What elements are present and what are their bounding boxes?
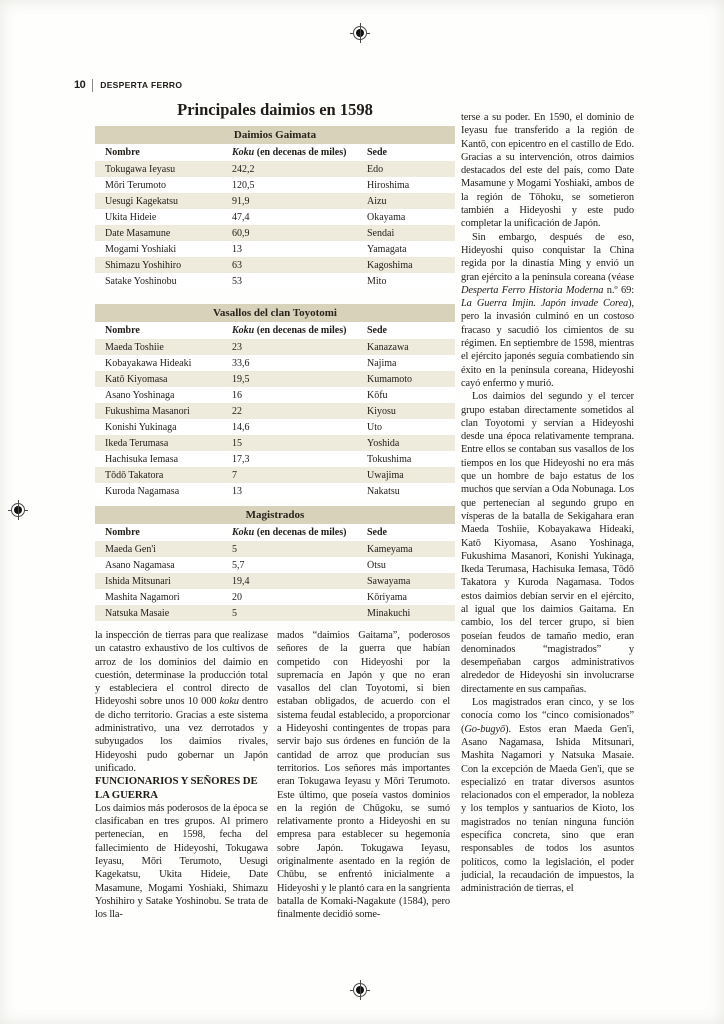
table-row: [95, 177, 455, 193]
cell-sede: Kagoshima: [367, 259, 413, 271]
table-row: [95, 557, 455, 573]
cell-koku: 63: [232, 259, 242, 271]
paragraph: Sin embargo, después de eso, Hideyoshi quiso conquistar la China regida por la dinastía Ming y envió un gran ejército a la península coreana (véase Desperta Ferro Historia Moderna n.º 69: La Guerra Imjin. Japón invade Corea), pero la invasión culminó en un costoso fracaso y sacudió los cimientos de su régimen. En septiembre de 1598, mientras el ejército japonés seguía combatiendo sin éxito en la península coreana, Hideyoshi cayó enfermo y murió.: [461, 231, 634, 389]
table-row: [95, 273, 455, 289]
table-body: [95, 339, 455, 499]
column-header-koku: Koku (en decenas de miles): [232, 147, 347, 158]
table-row: [95, 483, 455, 499]
table-row: [95, 467, 455, 483]
table-row: [95, 209, 455, 225]
cell-koku: 120,5: [232, 179, 255, 191]
cell-sede: Sawayama: [367, 575, 411, 587]
cell-nombre: Asano Yoshinaga: [105, 389, 175, 401]
table-daimios-gaimata: [95, 126, 455, 289]
table-magistrados: [95, 506, 455, 621]
cell-nombre: Uesugi Kagekatsu: [105, 195, 179, 207]
cell-sede: Edo: [367, 163, 384, 175]
table-row: [95, 355, 455, 371]
cell-koku: 19,4: [232, 575, 250, 587]
cell-nombre: Kobayakawa Hideaki: [105, 357, 192, 369]
table-row: [95, 541, 455, 557]
registration-mark-icon: [8, 500, 28, 520]
cell-sede: Kanazawa: [367, 341, 409, 353]
table-header-row: [95, 322, 455, 339]
table-row: [95, 387, 455, 403]
table-row: [95, 451, 455, 467]
cell-koku: 22: [232, 405, 242, 417]
table-body: [95, 161, 455, 289]
cell-sede: Mito: [367, 275, 387, 287]
cell-nombre: Natsuka Masaie: [105, 607, 170, 619]
table-row: [95, 371, 455, 387]
cell-sede: Najima: [367, 357, 397, 369]
article-column-left: [95, 629, 268, 919]
page-header: [74, 78, 182, 92]
cell-nombre: Fukushima Masanori: [105, 405, 190, 417]
table-title: Daimios Gaimata: [95, 126, 455, 144]
cell-koku: 5,7: [232, 559, 245, 571]
cell-sede: Kiyosu: [367, 405, 396, 417]
cell-nombre: Ishida Mitsunari: [105, 575, 171, 587]
page-title: Principales daimios en 1598: [177, 100, 373, 119]
cell-nombre: Ikeda Terumasa: [105, 437, 169, 449]
cell-koku: 17,3: [232, 453, 250, 465]
cell-koku: 47,4: [232, 211, 250, 223]
paragraph: Los daimios del segundo y el tercer grupo estaban directamente sometidos al clan Toyotomi y servían a Hideyoshi desde una época relativamente temprana. Entre ellos se contaban sus vasallos de los tiempos en los que Hideyoshi no era más que un hombre de bajo estatus de los muchos que servían a Oda Nobunaga. Los que pertenecían al segundo grupo en vísperas de la batalla de Sekigahara eran Maeda Toshiie, Kobayakawa Hideaki, Katō Kiyomasa, Asano Yoshinaga, Fukushima Masanori, Konishi Yukinaga, Ikeda Terumasa, Hachisuka Iemasa, Tōdō Takatora y Kuroda Nagamasa. Todos estos daimios debían servir en el ejército, al igual que los daimios Gaitama. En cambio, los del tercer grupo, si bien poseían feudos de tamaño medio, eran denominados “magistrados” y desempeñaban cargos administrativos alrededor de Hideyoshi sin involucrarse directamente en sus campañas.: [461, 391, 634, 695]
cell-koku: 7: [232, 469, 237, 481]
cell-nombre: Maeda Toshiie: [105, 341, 164, 353]
cell-koku: 53: [232, 275, 242, 287]
table-row: [95, 241, 455, 257]
cell-nombre: Mogami Yoshiaki: [105, 243, 177, 255]
cell-nombre: Hachisuka Iemasa: [105, 453, 179, 465]
table-row: [95, 605, 455, 621]
cell-sede: Tokushima: [367, 453, 412, 465]
table-row: [95, 225, 455, 241]
cell-koku: 13: [232, 243, 242, 255]
table-header-row: [95, 144, 455, 161]
table-row: [95, 161, 455, 177]
cell-nombre: Katō Kiyomasa: [105, 373, 168, 385]
cell-nombre: Konishi Yukinaga: [105, 421, 177, 433]
table-row: [95, 435, 455, 451]
cell-sede: Yamagata: [367, 243, 407, 255]
cell-koku: 23: [232, 341, 242, 353]
article-column-right: [461, 111, 634, 971]
cell-nombre: Mōri Terumoto: [105, 179, 167, 191]
cell-nombre: Mashita Nagamori: [105, 591, 180, 603]
column-header-koku: Koku (en decenas de miles): [232, 325, 347, 336]
cell-koku: 5: [232, 543, 237, 555]
table-vasallos-toyotomi: [95, 304, 455, 499]
cell-nombre: Satake Yoshinobu: [105, 275, 177, 287]
section-heading: FUNCIONARIOS Y SEÑORES DE LA GUERRA: [95, 775, 258, 801]
cell-koku: 14,6: [232, 421, 250, 433]
cell-sede: Sendai: [367, 227, 395, 239]
registration-mark-icon: [350, 980, 370, 1000]
column-header-nombre: Nombre: [105, 527, 140, 538]
cell-sede: Kōfu: [367, 389, 388, 401]
magazine-title: DESPERTA FERRO: [100, 80, 183, 90]
table-row: [95, 419, 455, 435]
cell-sede: Hiroshima: [367, 179, 410, 191]
cell-nombre: Kuroda Nagamasa: [105, 485, 180, 497]
cell-sede: Uwajima: [367, 469, 404, 481]
table-row: [95, 193, 455, 209]
cell-sede: Kōriyama: [367, 591, 407, 603]
cell-koku: 15: [232, 437, 242, 449]
table-body: [95, 541, 455, 621]
header-divider: [92, 79, 93, 92]
column-header-sede: Sede: [367, 325, 387, 336]
cell-sede: Aizu: [367, 195, 387, 207]
cell-koku: 20: [232, 591, 242, 603]
table-row: [95, 339, 455, 355]
article-column-middle: [277, 629, 450, 919]
cell-sede: Okayama: [367, 211, 406, 223]
page-number: 10: [74, 79, 86, 91]
paragraph: mados “daimios Gaitama”, poderosos señores de la guerra que habían competido con Hideyoshi por la supremacía en Japón y que no eran vasallos del clan Toyotomi, si bien estaban obligados, de acuerdo con el sistema feudal establecido, a proporcionar a Hideyoshi contingentes de tropas para servir bajo sus órdenes en función de la cantidad de arroz que producían sus territorios. Los señores más importantes eran Tokugawa Ieyasu y Mōri Terumoto. Este último, que poseía vastos dominios en la región de Chūgoku, se sumó relativamente pronto a Hideyoshi en su empresa para establecer su hegemonía sobre Japón. Tokugawa Ieyasu, originalmente asentado en la región de Chūbu, se enfrentó inicialmente a Hideyoshi y le plantó cara en la sangrienta batalla de Komaki-Nagakute (1584), pero finalmente decidió some-: [277, 630, 450, 921]
cell-sede: Kameyama: [367, 543, 413, 555]
cell-sede: Uto: [367, 421, 382, 433]
column-header-sede: Sede: [367, 527, 387, 538]
cell-nombre: Date Masamune: [105, 227, 171, 239]
table-row: [95, 257, 455, 273]
paragraph: terse a su poder. En 1590, el dominio de Ieyasu fue transferido a la región de Kantō, con epicentro en el castillo de Edo. Gracias a su intervención, otros daimios destacados del este del país, como Date Masamune y Mogami Yoshiaki, ambos de la región de Tōhoku, se sometieron también a Hideyoshi y este pudo completar la unificación de Japón.: [461, 112, 634, 230]
table-title: Vasallos del clan Toyotomi: [95, 304, 455, 322]
cell-koku: 60,9: [232, 227, 250, 239]
column-header-sede: Sede: [367, 147, 387, 158]
cell-sede: Kumamoto: [367, 373, 412, 385]
paragraph: Los daimios más poderosos de la época se clasificaban en tres grupos. Al primero pertenecían, en 1598, fecha del fallecimiento de Hideyoshi, Tokugawa Ieyasu, Mōri Terumoto, Uesugi Kagekatsu, Ukita Hideie, Date Masamune, Mogami Yoshiaki, Shimazu Yoshihiro y Satake Yoshinobu. Se trata de los lla-: [95, 802, 268, 921]
registration-dot: [356, 986, 364, 994]
column-header-nombre: Nombre: [105, 325, 140, 336]
cell-koku: 91,9: [232, 195, 250, 207]
cell-sede: Ōtsu: [367, 559, 386, 571]
table-row: [95, 403, 455, 419]
cell-sede: Minakuchi: [367, 607, 411, 619]
cell-sede: Nakatsu: [367, 485, 400, 497]
table-title: Magistrados: [95, 506, 455, 524]
cell-nombre: Ukita Hideie: [105, 211, 157, 223]
cell-nombre: Maeda Gen'i: [105, 543, 156, 555]
cell-nombre: Tokugawa Ieyasu: [105, 163, 176, 175]
cell-nombre: Tōdō Takatora: [105, 469, 164, 481]
paragraph: la inspección de tierras para que realizase un catastro exhaustivo de los cultivos de arroz de los dominios del daimio en cuestión, determinase la producción total y estableciera el control directo de Hideyoshi sobre unos 10 000 koku dentro de dicho territorio. Gracias a este sistema administrativo, una vez derrotados y subyugados los daimios rivales, Hideyoshi pudo gobernar un Japón unificado.: [95, 630, 268, 774]
column-header-nombre: Nombre: [105, 147, 140, 158]
cell-koku: 242,2: [232, 163, 255, 175]
cell-sede: Yoshida: [367, 437, 400, 449]
paragraph: Los magistrados eran cinco, y se los conocía como los “cinco comisionados” (Go-bugyō). Estos eran Maeda Gen'i, Asano Nagamasa, Ishida Mitsunari, Mashita Nagamori y Natsuka Masaie. Con la excepción de Maeda Gen'i, que se especializó en tratar diversos asuntos relacionados con el emperador, la nobleza y los templos y santuarios de Kioto, los magistrados no tenían ninguna función específica concreta, sino que eran responsables de todos los asuntos políticos, como la legislación, el poder judicial, la recaudación de impuestos, la administración de tierras, el: [461, 697, 634, 895]
cell-nombre: Shimazu Yoshihiro: [105, 259, 182, 271]
registration-dot: [14, 506, 22, 514]
table-row: [95, 589, 455, 605]
cell-koku: 33,6: [232, 357, 250, 369]
registration-mark-icon: [350, 23, 370, 43]
cell-koku: 16: [232, 389, 242, 401]
cell-koku: 5: [232, 607, 237, 619]
cell-koku: 19,5: [232, 373, 250, 385]
column-header-koku: Koku (en decenas de miles): [232, 527, 347, 538]
registration-dot: [356, 29, 364, 37]
cell-nombre: Asano Nagamasa: [105, 559, 175, 571]
table-row: [95, 573, 455, 589]
table-header-row: [95, 524, 455, 541]
cell-koku: 13: [232, 485, 242, 497]
